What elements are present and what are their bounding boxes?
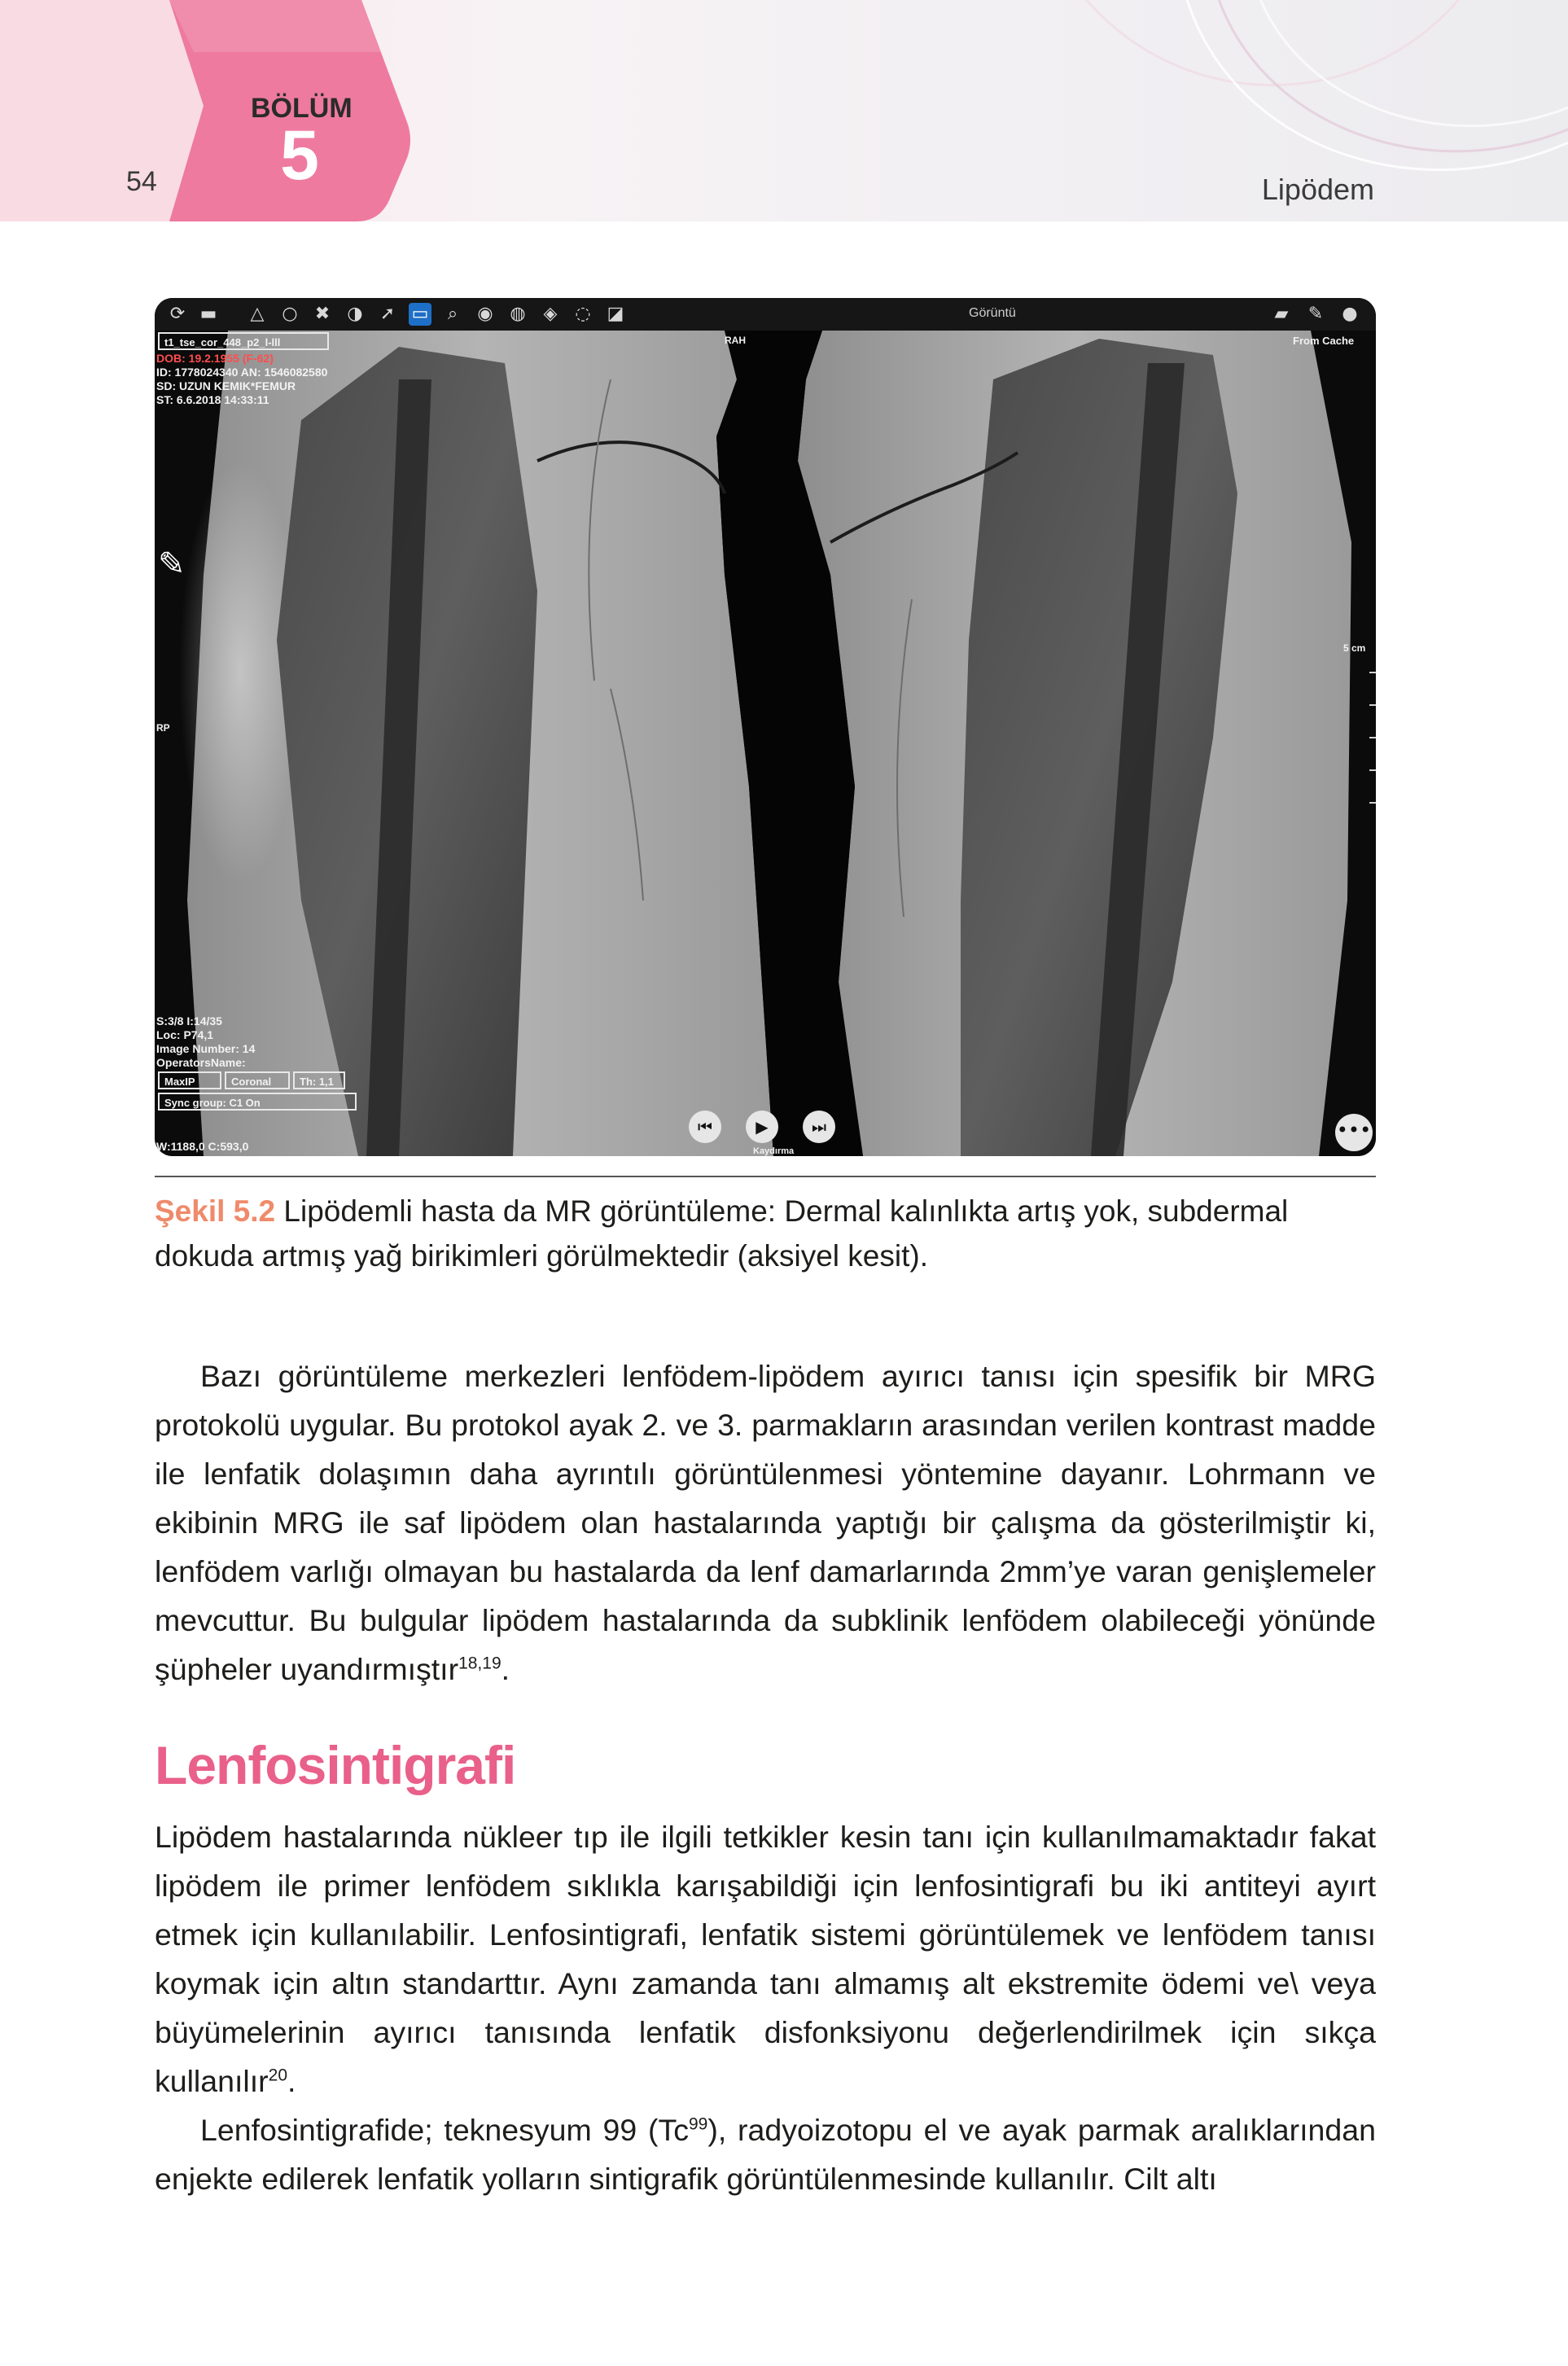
image-number: Image Number: 14 <box>156 1042 256 1055</box>
settings-icon[interactable]: ● <box>1342 304 1358 324</box>
paragraph-text: Lipödem hastalarında nükleer tıp ile ilgili tetkikler kesin tanı için kullanılmamaktadır fakat lipödem ile primer lenfödem sıklıkla karışabildiği için lenfosintigrafi bu iki antiteyi ayırt etmek için kullanılabilir. Lenfosintigrafi, lenfatik sistemi görüntülemek ve lenfödem tanısı koymak için altın standarttır. Aynı zamanda tanı almamış alt ekstremite ödemi ve\ veya büyümelerinin ayırıcı tanısında lenfatik disfonksiyonu değerlendirilmek için sıkça kullanılır <box>155 1820 1376 2098</box>
thickness-button[interactable]: Th: 1,1 <box>293 1071 345 1089</box>
more-options-button[interactable]: ••• <box>1335 1114 1373 1151</box>
paragraph-text: Bazı görüntüleme merkezleri lenfödem-lipödem ayırıcı tanısı için spesifik bir MRG protokolü uygular. Bu protokol ayak 2. ve 3. parmakların arasından verilen kontrast madde ile lenfatik dolaşımın daha ayrıntılı görüntülenmesi yöntemine dayanır. Lohrmann ve ekibinin MRG ile saf lipödem olan hastalarında yaptığı bir çalışma da gösterilmiştir ki, lenfödem varlığı olmayan bu hastalarda da lenf damarlarında 2mm’ye varan genişlemeler mevcuttur. Bu bulgular lipödem hastalarında da subklinik lenfödem olabileceği yönünde şüpheler uyandırmıştır <box>155 1359 1376 1686</box>
folder-icon[interactable]: ▰ <box>1274 304 1289 324</box>
body-paragraph-3 <box>155 2105 1376 2203</box>
zoom-icon[interactable]: ⌕ <box>447 304 458 324</box>
slice-info: S:3/8 I:14/35 <box>156 1014 222 1027</box>
body-paragraph-1 <box>155 1352 1376 1693</box>
sync-group-button[interactable]: Sync group: C1 On <box>158 1093 357 1111</box>
next-frame-button[interactable]: ⏭ <box>803 1111 835 1143</box>
page-header <box>0 0 1568 221</box>
mri-scan-image <box>155 331 1376 1156</box>
orientation-left: RP <box>156 722 170 734</box>
chapter-label: BÖLÜM <box>251 93 353 124</box>
figure-label: Şekil 5.2 <box>155 1194 276 1228</box>
viewer-title: Görüntü <box>969 306 1016 320</box>
rectangle-tool-icon[interactable]: ▬ <box>199 304 217 324</box>
caption-text: Lipödemli hasta da MR görüntüleme: Dermal kalınlıkta artış yok, subdermal dokuda artmış yağ birikimleri görülmektedir (aksiyel kesit). <box>155 1194 1289 1273</box>
delete-icon[interactable]: ✖ <box>314 304 331 324</box>
previous-frame-button[interactable]: ⏮ <box>689 1111 721 1143</box>
orientation-top: RAH <box>725 335 746 346</box>
body-paragraph-2 <box>155 1812 1376 2105</box>
paragraph-text: Lenfosintigrafide; teknesyum 99 (Tc <box>200 2113 689 2147</box>
pencil-icon[interactable]: ✎ <box>1307 304 1324 324</box>
figure-caption <box>155 1189 1376 1278</box>
layout-icon[interactable]: ◪ <box>607 304 624 324</box>
window-level-icon[interactable]: ▭ <box>409 303 431 326</box>
chapter-number: 5 <box>280 116 319 195</box>
annotate-icon[interactable]: ✎ <box>158 545 186 583</box>
dob-line: DOB: 19.2.1955 (F-62) <box>156 352 274 365</box>
cine-icon[interactable]: ◍ <box>510 304 526 324</box>
page-number: 54 <box>126 166 157 197</box>
location-info: Loc: P74,1 <box>156 1028 214 1041</box>
caption-divider <box>155 1176 1376 1177</box>
reset-icon[interactable]: ◌ <box>575 304 591 324</box>
pan-icon[interactable]: ◉ <box>477 304 493 324</box>
contrast-icon[interactable]: ◑ <box>347 304 363 324</box>
study-time-line: ST: 6.6.2018 14:33:11 <box>156 393 269 406</box>
paragraph-text-cont: ), radyoizotopu el ve ayak parmak aralıklarından enjekte edilerek lenfatik yolların sintigrafik görüntülenmesinde kullanılır. Cilt altı <box>155 2113 1376 2196</box>
mri-figure <box>155 298 1376 1156</box>
arrow-tool-icon[interactable]: ➚ <box>379 304 396 324</box>
rotate-icon[interactable]: ⟳ <box>169 304 186 324</box>
cache-status: From Cache <box>1293 335 1355 347</box>
window-level-readout: W:1188,0 C:593,0 <box>156 1140 249 1153</box>
operators-name: OperatorsName: <box>156 1056 246 1069</box>
reference-superscript: 18,19 <box>458 1654 501 1673</box>
id-line: ID: 1778024340 AN: 1546082580 <box>156 366 328 379</box>
mode-maxip-button[interactable]: MaxIP <box>158 1071 221 1089</box>
section-heading: Lenfosintigrafi <box>155 1735 516 1795</box>
series-name: t1_tse_cor_448_p2_l-lll <box>158 332 329 350</box>
viewer-toolbar <box>155 298 1376 332</box>
triangle-tool-icon[interactable]: △ <box>250 304 265 324</box>
reference-superscript: 20 <box>268 2066 287 2085</box>
ellipse-tool-icon[interactable]: ○ <box>282 304 298 324</box>
paragraph-end: . <box>501 1652 510 1686</box>
playback-label: Kaydırma <box>753 1146 795 1156</box>
play-button[interactable]: ▶ <box>746 1111 778 1143</box>
scale-bar-label: 5 cm <box>1343 642 1366 654</box>
mode-coronal-button[interactable]: Coronal <box>225 1071 290 1089</box>
info-icon[interactable]: ◈ <box>543 304 558 324</box>
paragraph-end: . <box>287 2064 296 2098</box>
running-title: Lipödem <box>1261 173 1374 206</box>
study-desc-line: SD: UZUN KEMIK*FEMUR <box>156 379 296 392</box>
isotope-superscript: 99 <box>689 2114 708 2134</box>
